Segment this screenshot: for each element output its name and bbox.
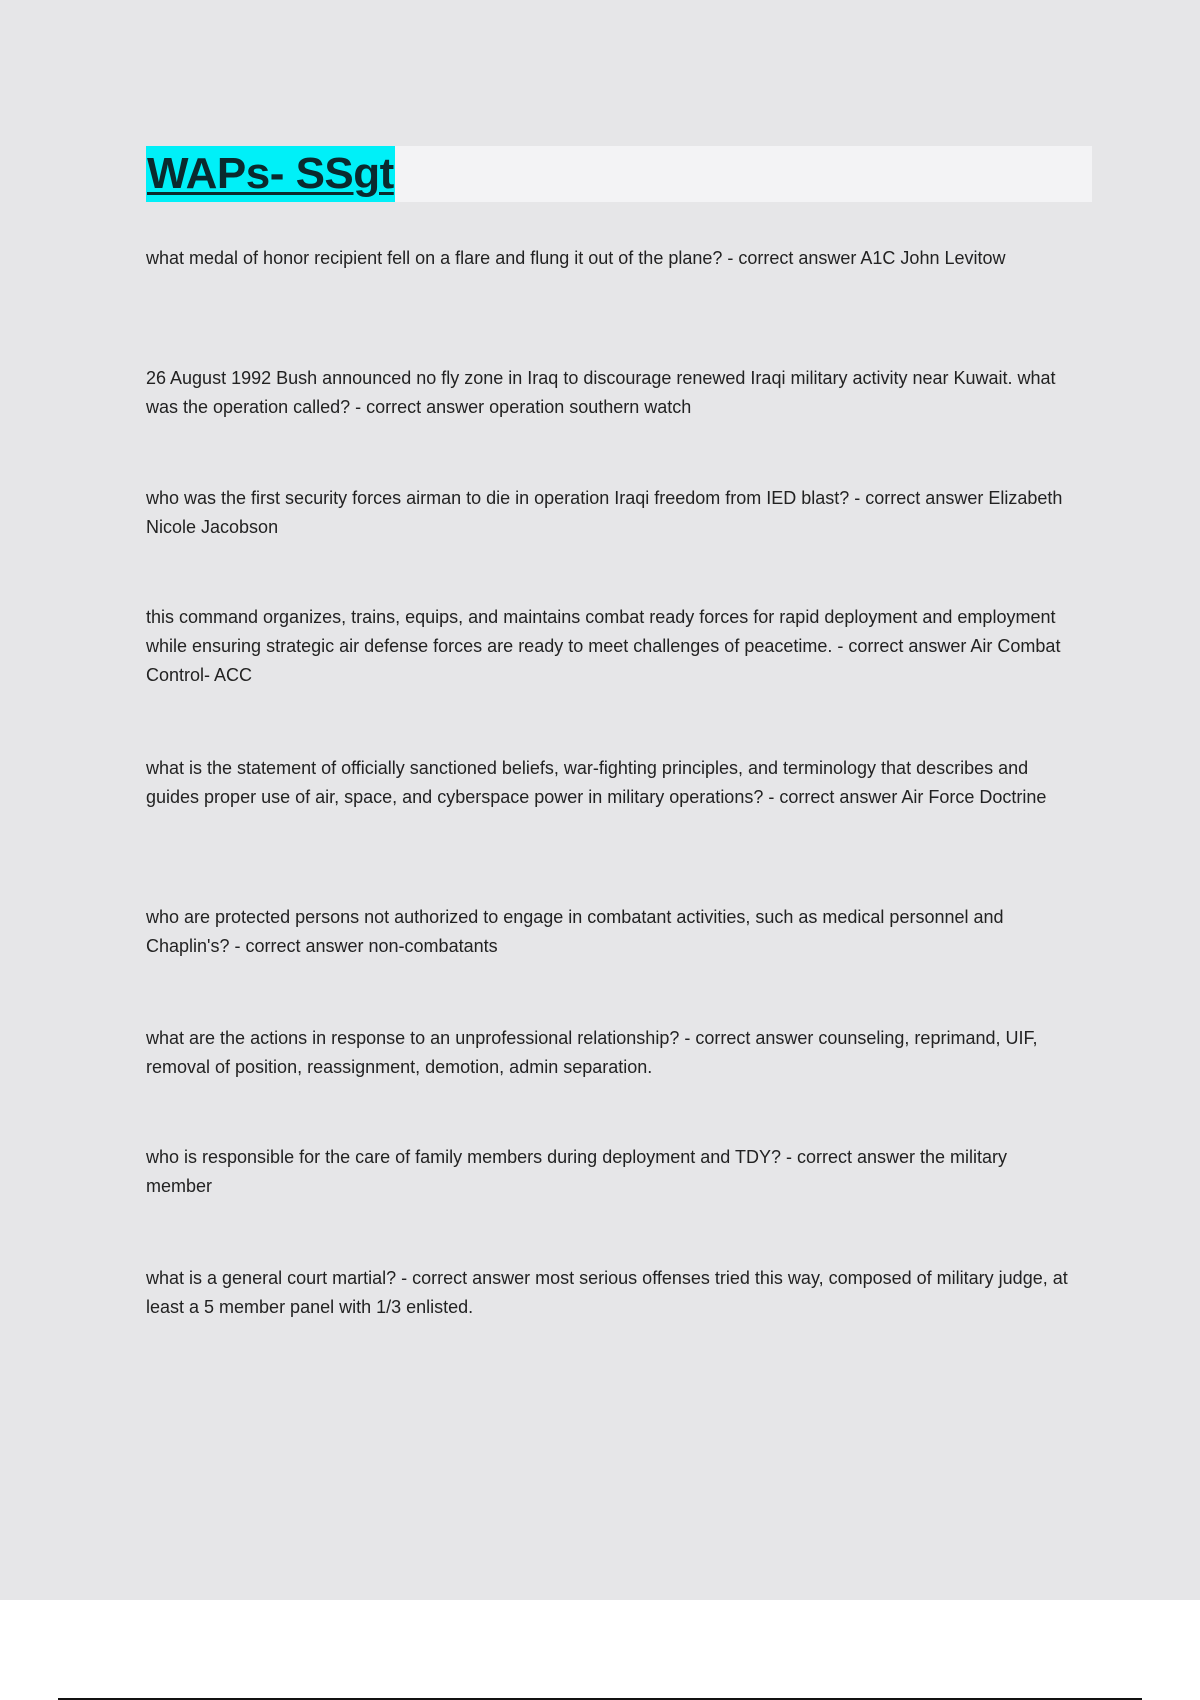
document-title: WAPs- SSgt <box>146 146 395 202</box>
qa-entry-8: who is responsible for the care of family members during deployment and TDY? - correct answer the military member <box>146 1147 1008 1196</box>
qa-entry-7: what are the actions in response to an unprofessional relationship? - correct answer counseling, reprimand, UIF, removal of position, reassignment, demotion, admin separation. <box>146 1028 1038 1077</box>
qa-entry-9: what is a general court martial? - correct answer most serious offenses tried this way, composed of military judge, at least a 5 member panel with 1/3 enlisted. <box>146 1268 1068 1317</box>
qa-entry-2: 26 August 1992 Bush announced no fly zone in Iraq to discourage renewed Iraqi military activity near Kuwait. what was the operation called? - correct answer operation southern watch <box>146 368 1056 417</box>
qa-entry-4: this command organizes, trains, equips, and maintains combat ready forces for rapid deployment and employment while ensuring strategic air defense forces are ready to meet challenges of peacetime. - correct answer Air Combat Control- ACC <box>146 607 1061 685</box>
qa-entry-3: who was the first security forces airman to die in operation Iraqi freedom from IED blast? - correct answer Elizabeth Nicole Jacobson <box>146 488 1063 537</box>
qa-entry-5: what is the statement of officially sanctioned beliefs, war-fighting principles, and terminology that describes and guides proper use of air, space, and cyberspace power in military operations? - correct answer Air Force Doctrine <box>146 758 1047 807</box>
qa-entry-6: who are protected persons not authorized to engage in combatant activities, such as medical personnel and Chaplin's? - correct answer non-combatants <box>146 907 1004 956</box>
qa-entry-1: what medal of honor recipient fell on a flare and flung it out of the plane? - correct answer A1C John Levitow <box>146 248 1006 268</box>
